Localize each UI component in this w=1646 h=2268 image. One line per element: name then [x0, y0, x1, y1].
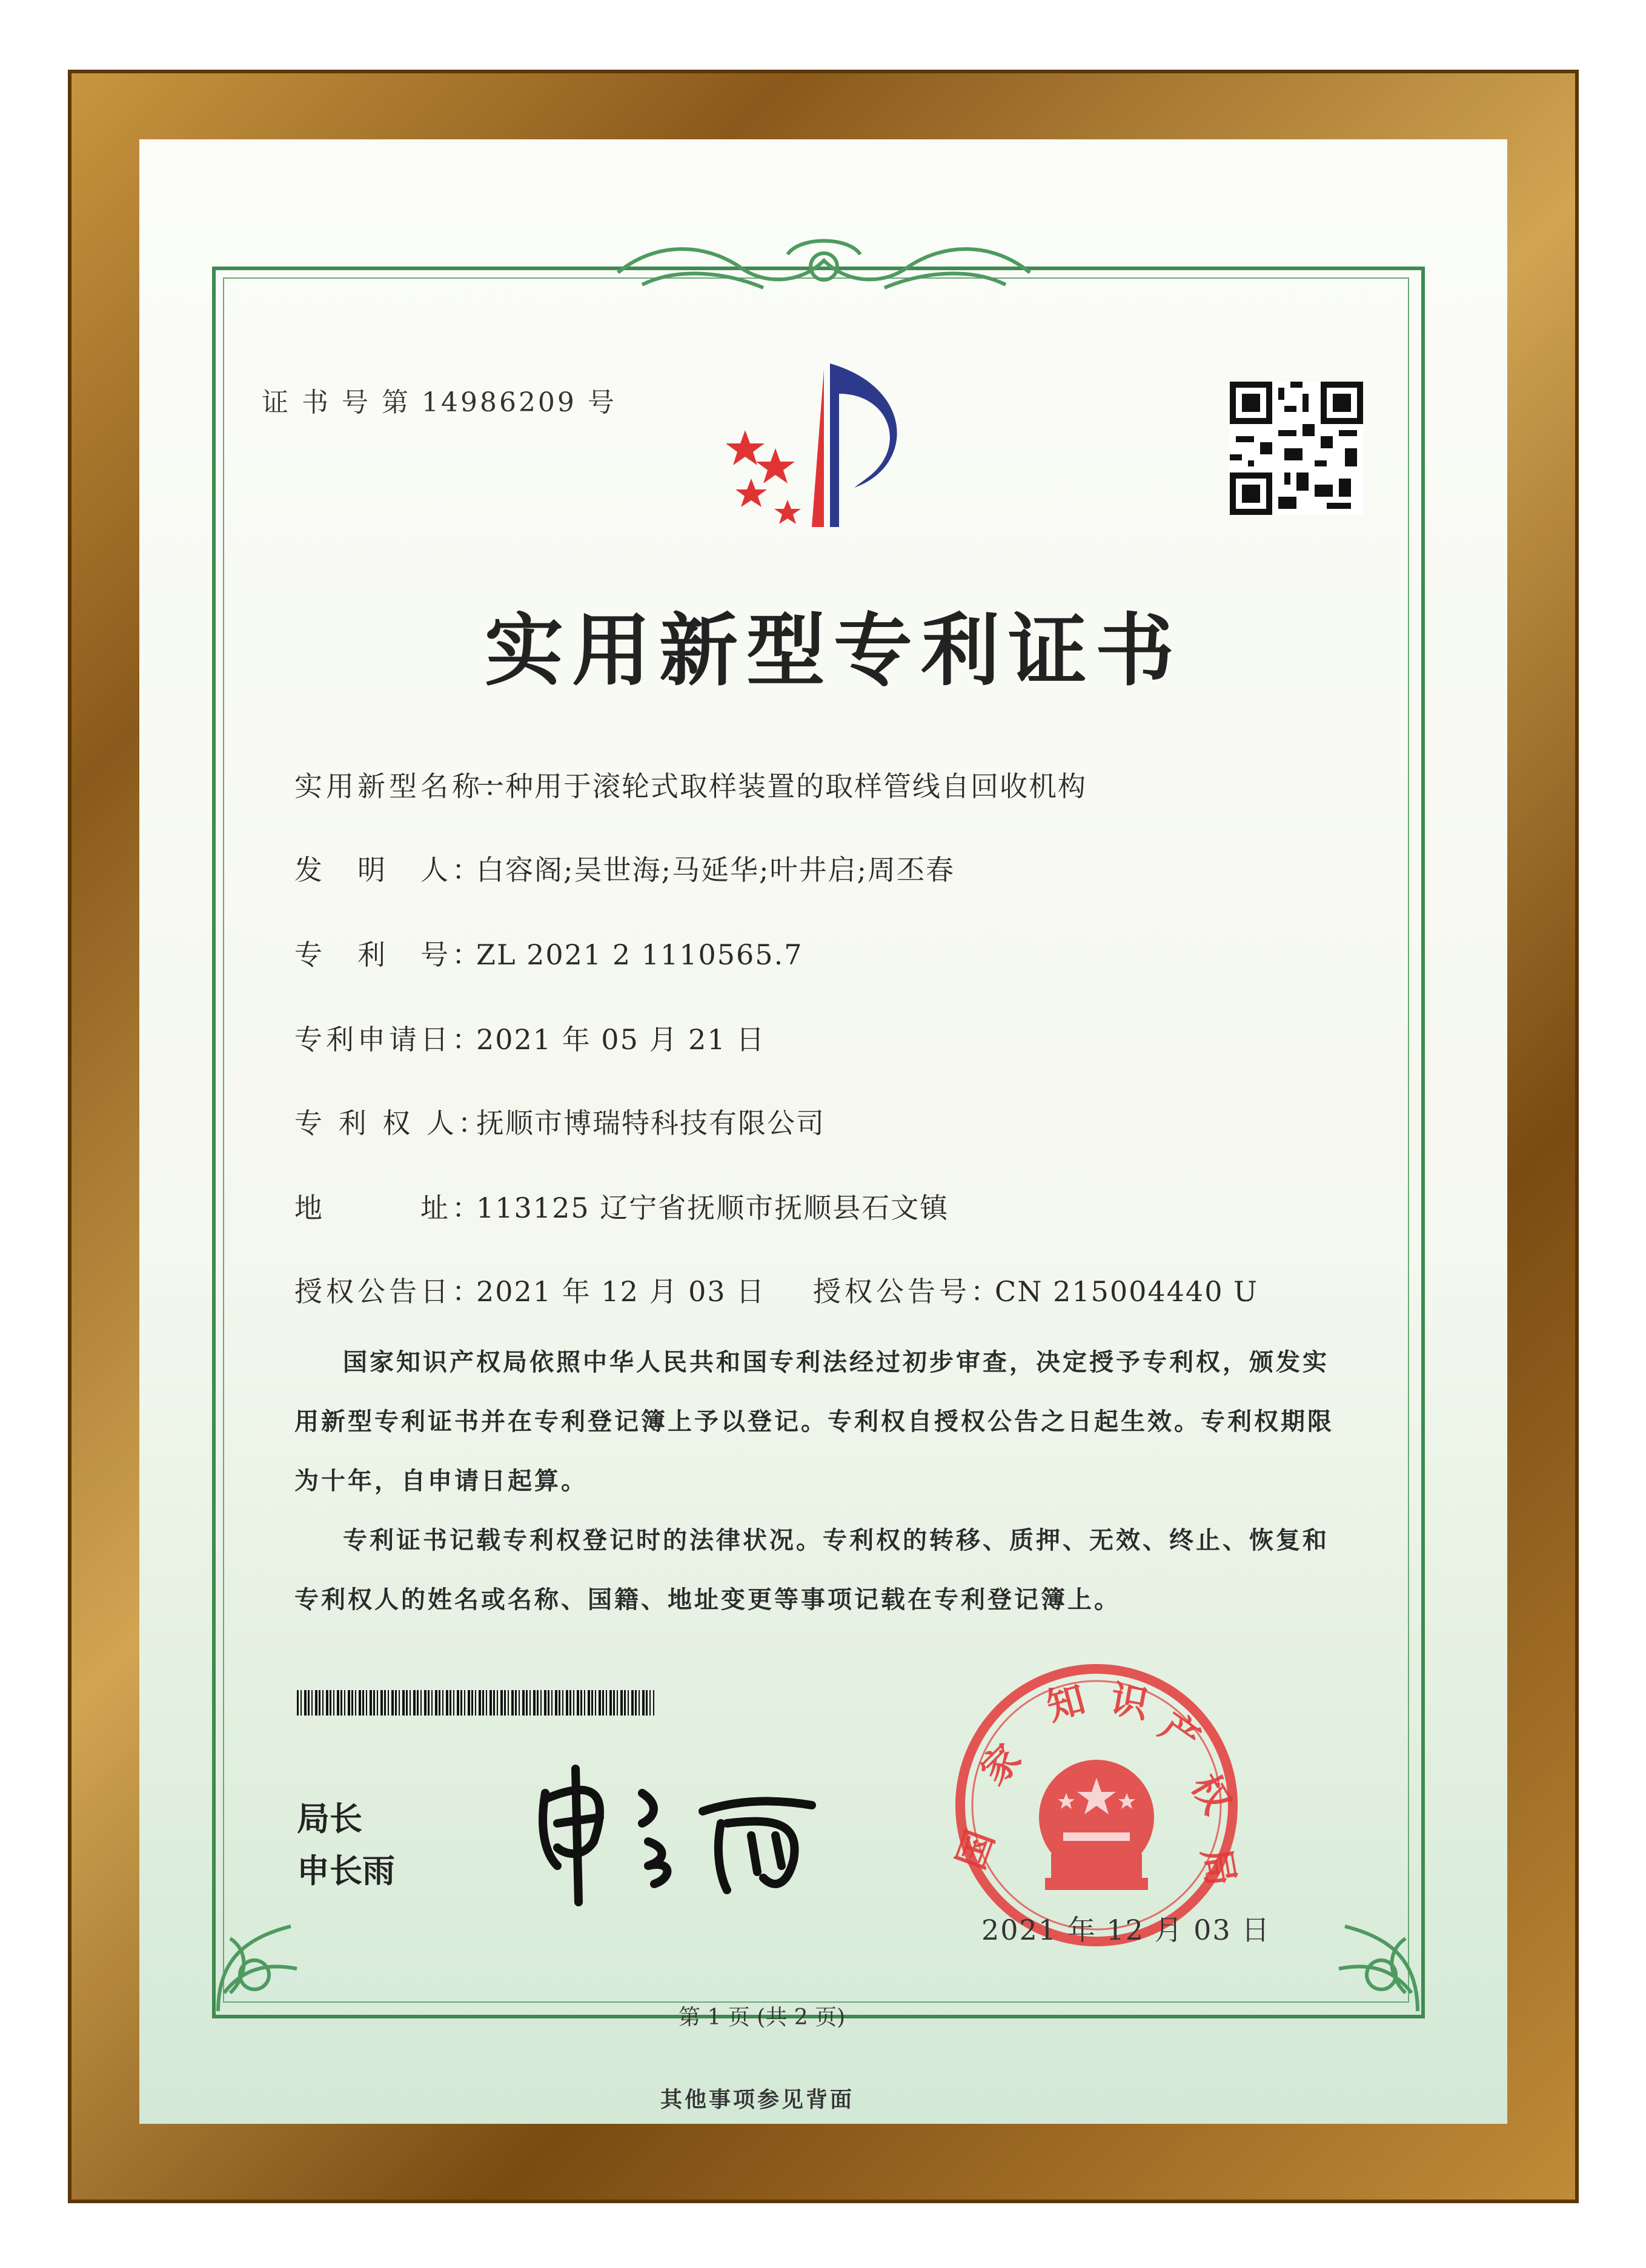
seal-date: 2021 年 12 月 03 日	[981, 1914, 1271, 1946]
field-label: 授权公告日：	[294, 1275, 483, 1308]
bottom-right-ornament	[1309, 1902, 1430, 2023]
certificate-number-label: 证 书 号 第	[262, 387, 411, 418]
svg-text:家: 家	[971, 1736, 1030, 1794]
field-label: 专 利 号：	[294, 938, 483, 971]
qr-code	[1230, 382, 1363, 515]
field-label: 专 利 权 人：	[294, 1107, 489, 1139]
field-inventors	[294, 848, 955, 888]
field-value: 2021 年 05 月 21 日	[476, 1023, 766, 1056]
patent-office-logo-icon	[709, 357, 927, 539]
field-application-date	[294, 1018, 765, 1058]
field-utility-model-name	[294, 764, 1087, 804]
field-value: ZL 2021 2 1110565.7	[476, 938, 803, 971]
field-announcement-date	[294, 1270, 765, 1310]
svg-text:权: 权	[1183, 1766, 1240, 1822]
field-patent-number	[294, 933, 803, 973]
svg-text:国: 国	[948, 1824, 1003, 1875]
field-value: 一种用于滚轮式取样装置的取样管线自回收机构	[476, 770, 1087, 803]
field-patentee	[294, 1101, 825, 1141]
barcode	[297, 1690, 654, 1716]
top-ornament	[606, 230, 1042, 303]
body-paragraph: 专利证书记载专利权登记时的法律状况。专利权的转移、质押、无效、终止、恢复和专利权人的姓名或名称、国籍、地址变更等事项记载在专利登记簿上。	[294, 1526, 1329, 1614]
field-label: 授权公告号：	[813, 1275, 1002, 1308]
svg-text:知: 知	[1041, 1676, 1090, 1729]
field-value: CN 215004440 U	[995, 1275, 1258, 1308]
director-title: 局长	[297, 1800, 362, 1838]
field-value: 113125 辽宁省抚顺市抚顺县石文镇	[476, 1192, 949, 1224]
bottom-left-ornament	[206, 1902, 327, 2023]
certificate-title: 实用新型专利证书	[485, 604, 1183, 697]
field-value: 抚顺市博瑞特科技有限公司	[476, 1107, 825, 1139]
field-announcement-number	[813, 1270, 1258, 1310]
director-signature	[521, 1757, 836, 1914]
field-value: 白容阁;吴世海;马延华;叶井启;周丕春	[476, 854, 955, 886]
page-number: 第 1 页 (共 2 页)	[679, 2005, 846, 2030]
svg-text:识: 识	[1107, 1676, 1152, 1727]
svg-text:局: 局	[1193, 1844, 1244, 1889]
field-address	[294, 1186, 949, 1226]
body-paragraph: 国家知识产权局依照中华人民共和国专利法经过初步审查，决定授予专利权，颁发实用新型专利证书并在专利登记簿上予以登记。专利权自授权公告之日起生效。专利权期限为十年，自申请日起算。	[294, 1348, 1334, 1495]
director-name: 申长雨	[297, 1852, 395, 1890]
certificate-number-value: 14986209	[421, 387, 577, 418]
field-label: 发 明 人：	[294, 854, 483, 886]
back-note: 其他事项参见背面	[660, 2087, 855, 2112]
certificate-body	[294, 1333, 1336, 1630]
field-value: 2021 年 12 月 03 日	[476, 1275, 766, 1308]
field-label: 专利申请日：	[294, 1023, 483, 1056]
field-label: 实用新型名称：	[294, 770, 515, 803]
svg-text:产: 产	[1152, 1703, 1209, 1762]
field-label: 地 址：	[294, 1192, 483, 1224]
certificate-number	[262, 380, 617, 419]
certificate-number-suffix: 号	[587, 387, 617, 418]
